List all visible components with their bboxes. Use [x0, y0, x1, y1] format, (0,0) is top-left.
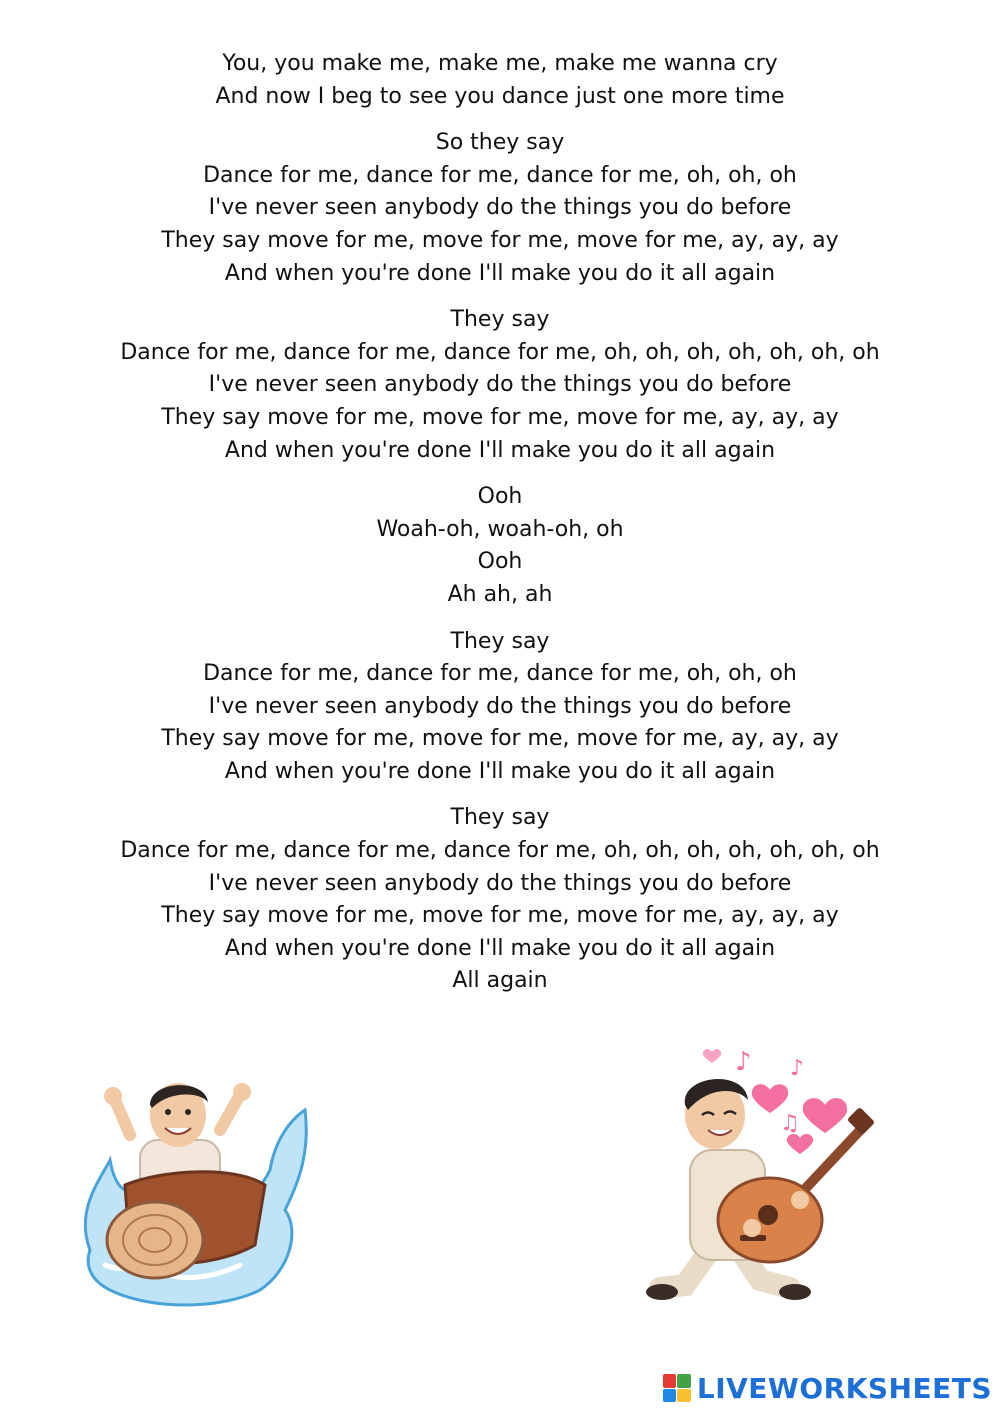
lyrics-body — [0, 48, 1000, 1012]
stanza-4 — [0, 481, 1000, 611]
svg-text:♪: ♪ — [735, 1047, 752, 1077]
stanza-5 — [0, 626, 1000, 789]
svg-text:♫: ♫ — [780, 1111, 800, 1136]
lyric-line: And when you're done I'll make you do it all again — [224, 437, 776, 463]
lyric-line: All again — [452, 968, 548, 994]
lyric-line: I've never seen anybody do the things you do before — [208, 693, 792, 719]
lyric-line: I've never seen anybody do the things you do before — [208, 372, 792, 398]
svg-text:♪: ♪ — [790, 1056, 805, 1081]
serenade-lute-avatar-icon — [640, 1030, 880, 1310]
logo-tile — [677, 1374, 691, 1388]
lyric-line: And when you're done I'll make you do it all again — [224, 935, 776, 961]
lyric-line: And now I beg to see you dance just one more time — [215, 83, 785, 109]
lyric-line: They say move for me, move for me, move for me, ay, ay, ay — [161, 726, 839, 752]
stanza-3 — [0, 304, 1000, 467]
lyric-line: They say move for me, move for me, move for me, ay, ay, ay — [161, 227, 839, 253]
lyric-line: Ooh — [477, 549, 523, 575]
logo-tile — [677, 1389, 691, 1403]
lyric-line: They say move for me, move for me, move for me, ay, ay, ay — [161, 903, 839, 929]
lyric-line: They say — [450, 805, 550, 831]
lyric-line: And when you're done I'll make you do it all again — [224, 260, 776, 286]
stanza-1 — [0, 48, 1000, 113]
lyric-line: And when you're done I'll make you do it all again — [224, 758, 776, 784]
lyric-line: Dance for me, dance for me, dance for me, oh, oh, oh — [203, 162, 797, 188]
lyric-line: Dance for me, dance for me, dance for me, oh, oh, oh, oh, oh, oh, oh — [120, 838, 880, 864]
lyric-line: Woah-oh, woah-oh, oh — [376, 516, 624, 542]
lyric-line: Ooh — [477, 484, 523, 510]
logo-tile — [663, 1389, 677, 1403]
log-flume-avatar-icon — [70, 1060, 320, 1310]
lyric-line: I've never seen anybody do the things you do before — [208, 195, 792, 221]
lyric-line: They say — [450, 307, 550, 333]
liveworksheets-logo — [663, 1371, 992, 1405]
lyric-line: You, you make me, make me, make me wanna cry — [222, 51, 778, 76]
lyric-line: They say move for me, move for me, move for me, ay, ay, ay — [161, 404, 839, 430]
logo-tile — [663, 1374, 677, 1388]
lyric-line: So they say — [435, 130, 565, 156]
lyric-line: Dance for me, dance for me, dance for me, oh, oh, oh — [203, 661, 797, 687]
lyric-line: I've never seen anybody do the things you do before — [208, 870, 792, 896]
stanza-6 — [0, 802, 1000, 998]
lyric-line: They say — [450, 628, 550, 654]
stanza-2 — [0, 127, 1000, 290]
liveworksheets-mark-icon — [663, 1374, 691, 1402]
lyric-line: Dance for me, dance for me, dance for me, oh, oh, oh, oh, oh, oh, oh — [120, 339, 880, 365]
logo-text: LIVEWORKSHEETS — [696, 1371, 992, 1405]
lyric-line: Ah ah, ah — [447, 581, 553, 607]
